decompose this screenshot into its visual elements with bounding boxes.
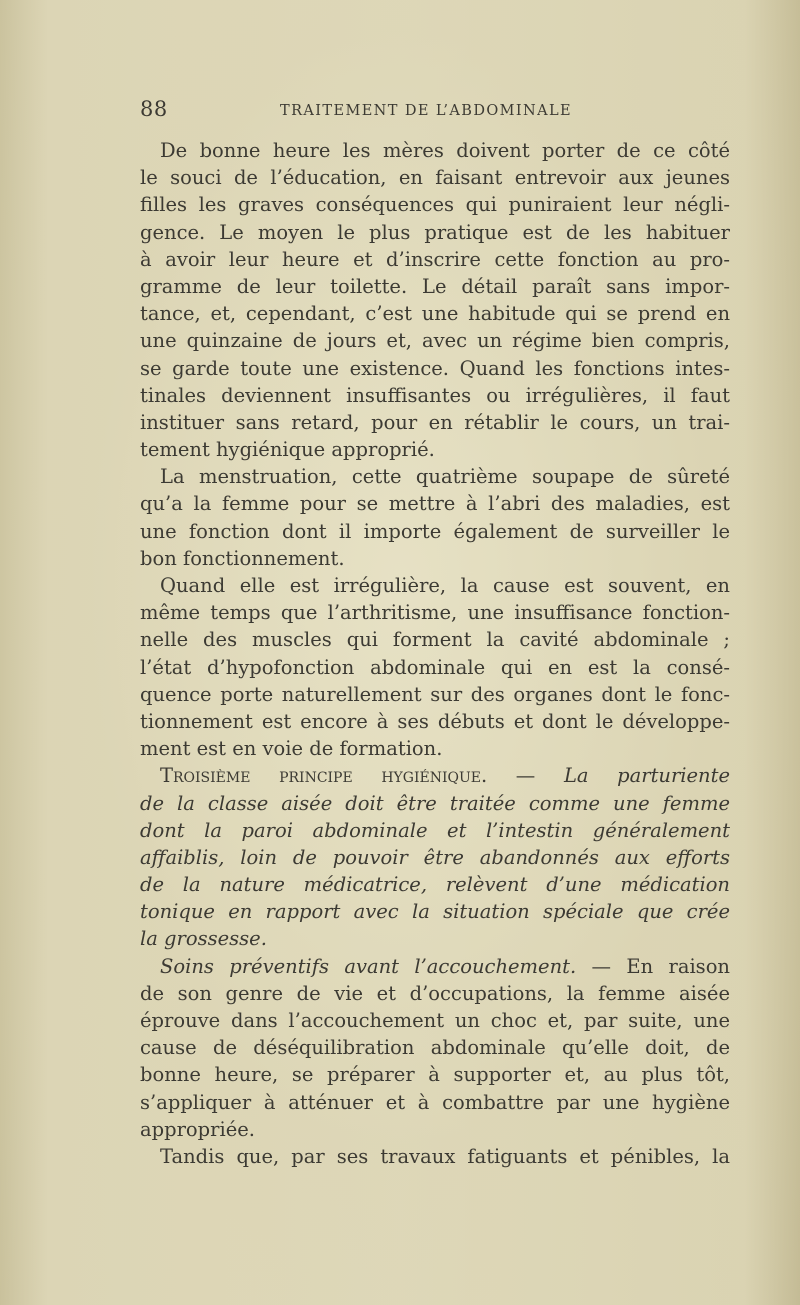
text-line xyxy=(140,164,730,191)
text-line xyxy=(140,219,730,246)
page-header xyxy=(140,97,730,127)
text-line xyxy=(140,790,730,817)
line-text: la grossesse. xyxy=(140,927,267,951)
text-line xyxy=(140,572,730,599)
line-text: de son genre de vie et d’occupations, la femme aisée xyxy=(140,981,730,1005)
text-line xyxy=(140,355,730,382)
text-line xyxy=(140,599,730,626)
text-line xyxy=(140,735,730,762)
line-text: quence porte naturellement sur des organes dont le fonc- xyxy=(140,682,730,706)
line-text: dont la paroi abdominale et l’intestin généralement xyxy=(140,818,730,842)
text-line xyxy=(140,681,730,708)
line-text: La menstruation, cette quatrième soupape de sûreté xyxy=(160,465,730,489)
line-text: une fonction dont il importe également de surveiller le xyxy=(140,519,730,543)
line-text: Tandis que, par ses travaux fatiguants et pénibles, la xyxy=(160,1144,730,1168)
line-text: gence. Le moyen le plus pratique est de les habituer xyxy=(140,220,730,244)
line-text: De bonne heure les mères doivent porter de ce côté xyxy=(160,139,730,162)
text-line xyxy=(140,409,730,436)
text-line xyxy=(140,463,730,490)
line-text: s’appliquer à atténuer et à combattre par une hygiène xyxy=(140,1090,730,1114)
line-text: bonne heure, se préparer à supporter et, au plus tôt, xyxy=(140,1063,730,1087)
text-line xyxy=(140,1061,730,1088)
line-text: l’état d’hypofonction abdominale qui en est la consé- xyxy=(140,655,730,679)
text-line xyxy=(140,1143,730,1170)
line-text: La parturiente xyxy=(563,764,730,788)
text-line xyxy=(140,382,730,409)
line-text: ment est en voie de formation. xyxy=(140,737,443,761)
line-text: cause de déséquilibration abdominale qu’elle doit, de xyxy=(140,1036,730,1060)
line-text: se garde toute une existence. Quand les fonctions intes- xyxy=(140,356,730,380)
text-line xyxy=(140,925,730,952)
line-text: tance, et, cependant, c’est une habitude qui se prend en xyxy=(140,302,730,326)
line-text: bon fonctionnement. xyxy=(140,546,345,570)
text-line xyxy=(140,762,730,789)
text-line xyxy=(140,1007,730,1034)
text-line xyxy=(140,137,730,164)
section-heading: Troisième principe hygiénique. — xyxy=(160,764,564,788)
line-text: à avoir leur heure et d’inscrire cette fonction au pro- xyxy=(140,247,730,271)
text-line xyxy=(140,844,730,871)
text-line xyxy=(140,191,730,218)
line-text: de la nature médicatrice, relèvent d’une médication xyxy=(140,873,730,897)
text-line xyxy=(140,898,730,925)
text-line xyxy=(140,246,730,273)
text-line xyxy=(140,436,730,463)
line-text: gramme de leur toilette. Le détail paraît sans impor- xyxy=(140,274,730,298)
page-number: 88 xyxy=(140,97,168,121)
line-text: éprouve dans l’accouchement un choc et, par suite, une xyxy=(140,1009,730,1032)
line-text: appropriée. xyxy=(140,1117,255,1141)
text-line xyxy=(140,871,730,898)
text-line xyxy=(140,817,730,844)
line-text: Quand elle est irrégulière, la cause est souvent, en xyxy=(160,574,730,597)
line-text: le souci de l’éducation, en faisant entrevoir aux jeunes xyxy=(140,166,730,190)
subsection-heading: Soins préventifs avant l’accouchement. xyxy=(160,954,577,978)
text-line xyxy=(140,545,730,572)
text-line xyxy=(140,654,730,681)
line-text: tement hygiénique approprié. xyxy=(140,438,435,462)
line-text: nelle des muscles qui forment la cavité abdominale ; xyxy=(140,628,730,652)
text-line xyxy=(140,518,730,545)
text-line xyxy=(140,953,730,980)
text-line xyxy=(140,1034,730,1061)
line-text: de la classe aisée doit être traitée comme une femme xyxy=(140,791,730,815)
line-text: qu’a la femme pour se mettre à l’abri des maladies, est xyxy=(140,492,730,516)
line-text: filles les graves conséquences qui puniraient leur négli- xyxy=(140,193,730,217)
line-text: tionnement est encore à ses débuts et dont le développe- xyxy=(140,709,730,733)
text-line xyxy=(140,980,730,1007)
text-line xyxy=(140,327,730,354)
text-line xyxy=(140,300,730,327)
body-text xyxy=(140,137,730,1170)
line-text: tonique en rapport avec la situation spéciale que crée xyxy=(140,900,730,924)
text-line xyxy=(140,490,730,517)
text-line xyxy=(140,708,730,735)
text-line xyxy=(140,273,730,300)
line-text: tinales deviennent insuffisantes ou irrégulières, il faut xyxy=(140,383,730,407)
line-text: une quinzaine de jours et, avec un régime bien compris, xyxy=(140,329,730,353)
line-text: même temps que l’arthritisme, une insuffisance fonction- xyxy=(140,601,730,625)
text-line xyxy=(140,1089,730,1116)
text-line xyxy=(140,1116,730,1143)
line-text: instituer sans retard, pour en rétablir le cours, un trai- xyxy=(140,410,730,434)
running-title: TRAITEMENT DE L’ABDOMINALE xyxy=(280,103,573,119)
text-line xyxy=(140,626,730,653)
line-text: — En raison xyxy=(576,954,730,978)
line-text: affaiblis, loin de pouvoir être abandonnés aux efforts xyxy=(140,845,730,869)
